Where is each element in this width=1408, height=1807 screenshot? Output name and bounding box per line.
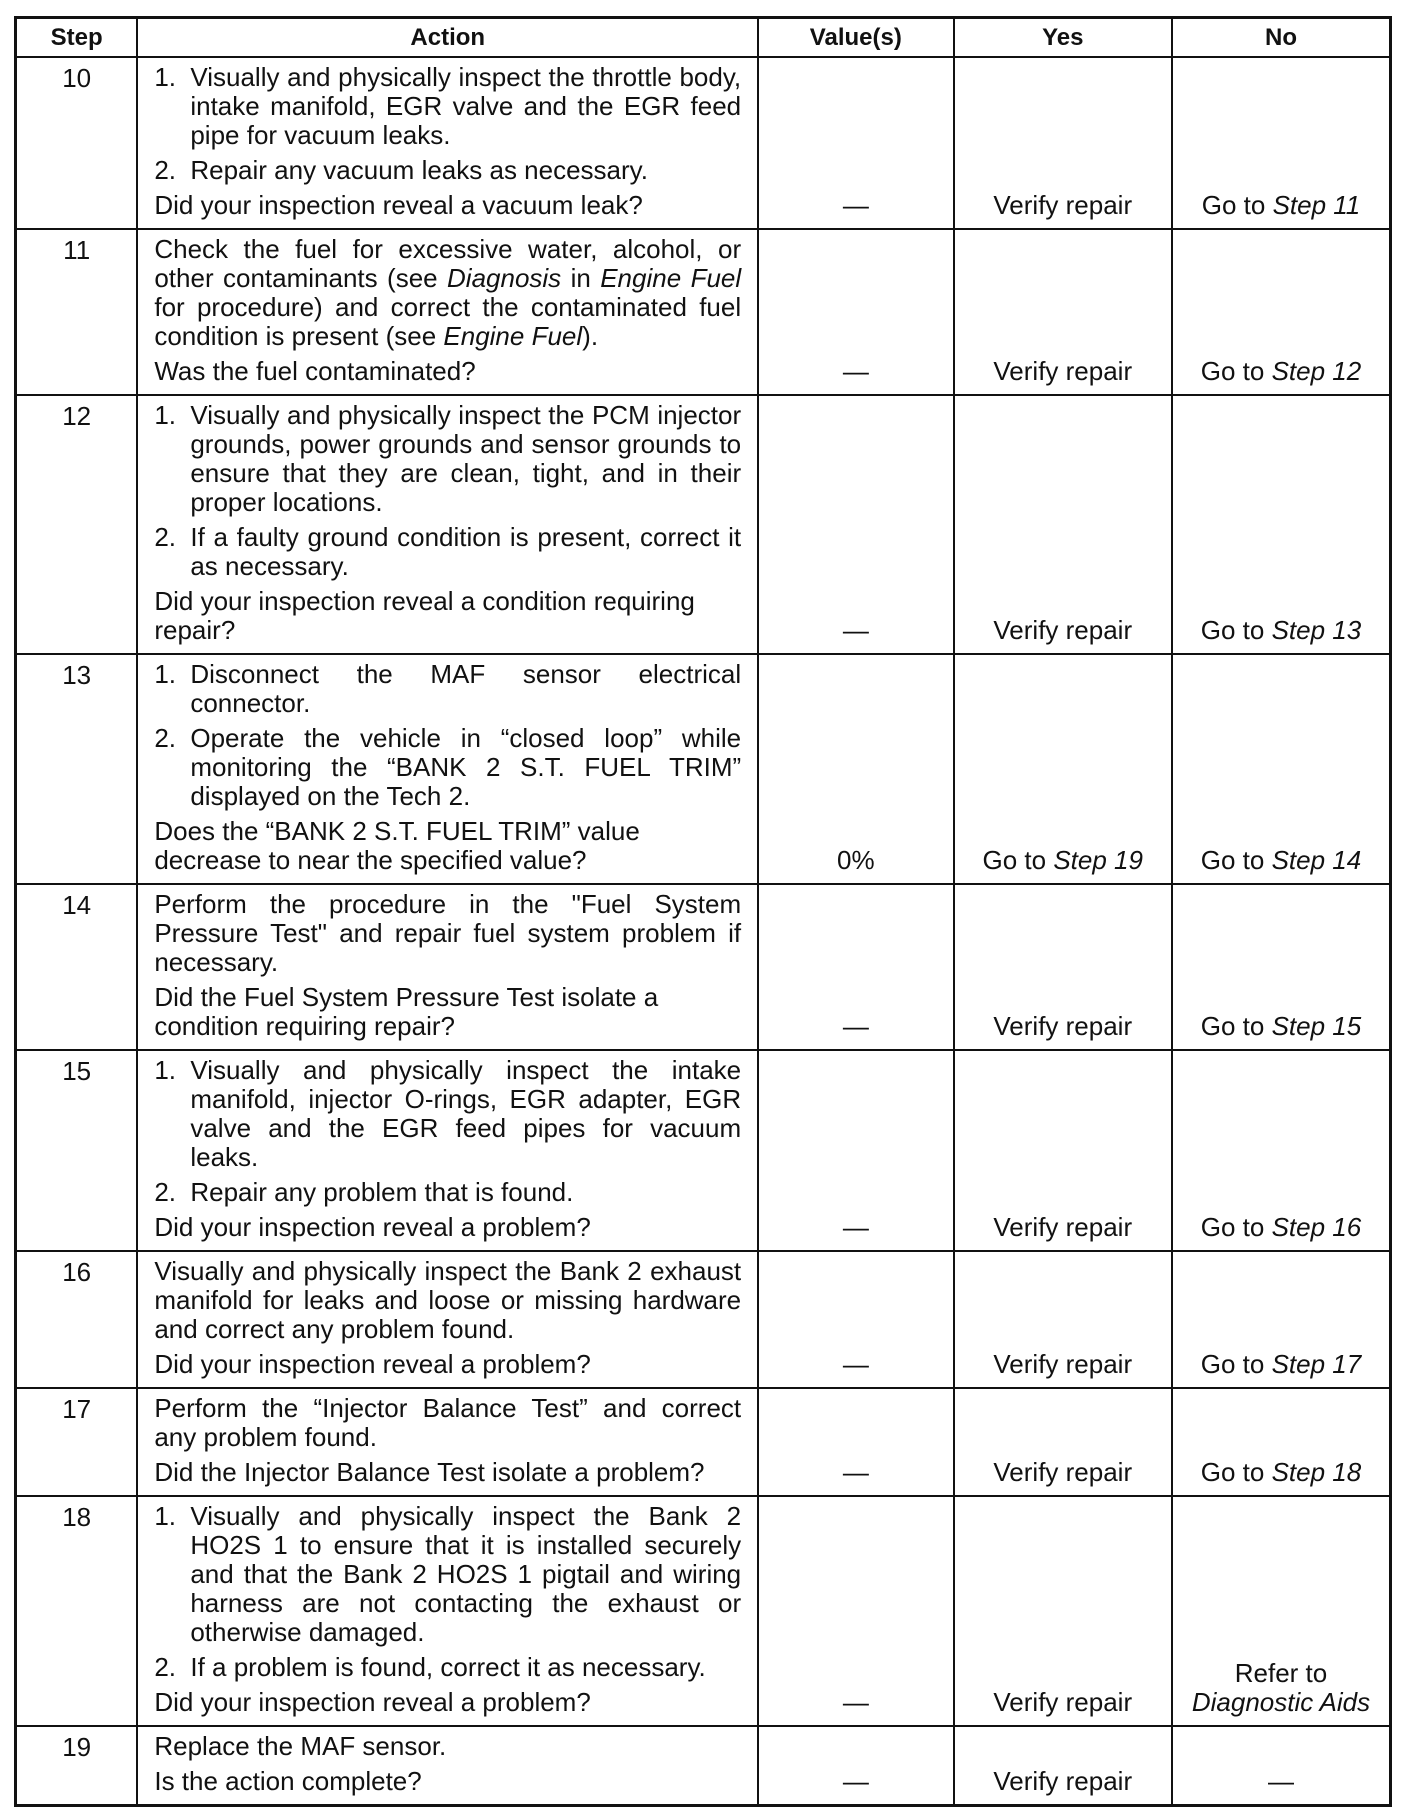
table-row [16, 1726, 1391, 1806]
yes-cell [954, 1388, 1172, 1496]
action-cell [137, 1251, 758, 1388]
no-segment: Go to [1200, 1349, 1272, 1379]
item-text-segment: Visually and physically inspect the intake manifold, injector O-rings, EGR adapter, EGR valve and the EGR feed pipes for vacuum leaks. [190, 1055, 742, 1172]
item-number: 1. [154, 1501, 177, 1531]
no-segment: Go to [1201, 190, 1273, 220]
no-segment: Step 15 [1271, 1011, 1362, 1041]
no-cell [1172, 395, 1391, 654]
header-yes: Yes [954, 18, 1172, 58]
action-question: Did the Injector Balance Test isolate a problem? [154, 1457, 705, 1487]
no-segment: Step 18 [1271, 1457, 1362, 1487]
yes-segment: Verify repair [993, 1457, 1133, 1487]
item-text [190, 1653, 741, 1682]
action-paragraph [154, 1394, 741, 1452]
yes-segment: Verify repair [993, 356, 1133, 386]
table-row [16, 884, 1391, 1050]
action-item [154, 660, 741, 718]
action-question: Is the action complete? [154, 1766, 422, 1796]
no-cell [1172, 57, 1391, 229]
value-cell: — [758, 395, 953, 654]
action-paragraph [154, 235, 741, 351]
header-step: Step [16, 18, 138, 58]
item-text [190, 523, 741, 581]
item-number: 2. [154, 723, 177, 753]
item-text-segment: Disconnect the MAF sensor electrical connector. [190, 659, 742, 718]
yes-segment: Verify repair [993, 615, 1133, 645]
table-row [16, 1251, 1391, 1388]
paragraph-segment: ). [582, 321, 599, 351]
action-question: Did your inspection reveal a problem? [154, 1212, 591, 1242]
header-values: Value(s) [758, 18, 953, 58]
action-cell [137, 654, 758, 884]
item-text [190, 724, 741, 811]
step-number: 15 [16, 1050, 138, 1251]
action-cell [137, 229, 758, 395]
item-number: 1. [154, 400, 177, 430]
no-segment: Step 17 [1271, 1349, 1362, 1379]
header-action: Action [137, 18, 758, 58]
no-cell [1172, 884, 1391, 1050]
action-item [154, 1502, 741, 1647]
yes-cell [954, 1496, 1172, 1726]
value-cell: — [758, 57, 953, 229]
table-row [16, 1388, 1391, 1496]
value-cell: — [758, 229, 953, 395]
step-number: 19 [16, 1726, 138, 1806]
no-cell [1172, 1496, 1391, 1726]
action-cell [137, 884, 758, 1050]
paragraph-segment: Engine Fuel [443, 321, 583, 351]
table-row [16, 654, 1391, 884]
action-item [154, 156, 741, 185]
item-text-segment: Repair any vacuum leaks as necessary. [190, 155, 648, 185]
no-segment: Step 16 [1271, 1212, 1362, 1242]
no-cell [1172, 1251, 1391, 1388]
item-number: 1. [154, 1055, 177, 1085]
action-question: Did your inspection reveal a problem? [154, 1687, 591, 1717]
no-segment: Go to [1200, 615, 1272, 645]
item-text [190, 660, 741, 718]
item-number: 2. [154, 155, 177, 185]
paragraph-segment: Engine Fuel [600, 263, 742, 293]
action-cell [137, 1050, 758, 1251]
yes-cell [954, 884, 1172, 1050]
yes-segment: Verify repair [993, 1212, 1133, 1242]
yes-cell [954, 229, 1172, 395]
no-segment: Go to [1200, 1011, 1272, 1041]
action-cell [137, 1496, 758, 1726]
action-item [154, 63, 741, 150]
yes-cell [954, 395, 1172, 654]
value-cell: — [758, 1251, 953, 1388]
yes-segment: Verify repair [993, 1011, 1133, 1041]
item-text-segment: Visually and physically inspect the throttle body, intake manifold, EGR valve and the EGR feed pipe for vacuum leaks. [190, 62, 742, 150]
action-paragraph [154, 890, 741, 977]
yes-segment: Verify repair [993, 1687, 1133, 1717]
yes-segment: Verify repair [993, 1349, 1133, 1379]
value-cell: — [758, 1388, 953, 1496]
item-number: 2. [154, 1652, 177, 1682]
item-text [190, 156, 741, 185]
table-row [16, 395, 1391, 654]
item-text [190, 401, 741, 517]
table-body [16, 57, 1391, 1806]
paragraph-segment: Perform the procedure in the "Fuel System Pressure Test" and repair fuel system problem if necessary. [154, 889, 742, 977]
table-row [16, 1050, 1391, 1251]
action-question: Did your inspection reveal a vacuum leak? [154, 190, 643, 220]
no-segment: Refer to [1234, 1658, 1328, 1688]
no-segment: Go to [1200, 1457, 1272, 1487]
no-segment: Diagnostic Aids [1191, 1687, 1371, 1717]
item-text-segment: Visually and physically inspect the PCM injector grounds, power grounds and sensor grounds to ensure that they are clean, tight, and in their proper locations. [190, 400, 742, 517]
value-cell: — [758, 1050, 953, 1251]
value-cell: — [758, 1726, 953, 1806]
action-item [154, 1178, 741, 1207]
paragraph-segment: Replace the MAF sensor. [154, 1731, 447, 1761]
action-paragraph [154, 1732, 741, 1761]
paragraph-segment: Visually and physically inspect the Bank 2 exhaust manifold for leaks and loose or missing hardware and correct any problem found. [154, 1256, 742, 1344]
no-cell [1172, 1726, 1391, 1806]
no-cell [1172, 229, 1391, 395]
action-cell [137, 395, 758, 654]
step-number: 17 [16, 1388, 138, 1496]
no-segment: Go to [1200, 356, 1272, 386]
step-number: 11 [16, 229, 138, 395]
item-text-segment: Visually and physically inspect the Bank 2 HO2S 1 to ensure that it is installed securely and that the Bank 2 HO2S 1 pigtail and wiring harness are not contacting the exhaust or otherwise damaged. [190, 1501, 742, 1647]
yes-segment: Go to [982, 845, 1054, 875]
step-number: 13 [16, 654, 138, 884]
item-number: 1. [154, 659, 177, 689]
yes-segment: Verify repair [993, 190, 1133, 220]
item-number: 2. [154, 1177, 177, 1207]
paragraph-segment: Check the fuel for excessive water, alcohol, or other contaminants (see [154, 234, 742, 293]
no-cell [1172, 654, 1391, 884]
paragraph-segment: Perform the “Injector Balance Test” and correct any problem found. [154, 1393, 742, 1452]
action-cell [137, 57, 758, 229]
action-item [154, 401, 741, 517]
yes-cell [954, 1050, 1172, 1251]
no-segment: Go to [1200, 1212, 1272, 1242]
no-segment: Step 12 [1271, 356, 1362, 386]
paragraph-segment: Diagnosis [447, 263, 562, 293]
no-segment: Step 13 [1271, 615, 1362, 645]
action-item [154, 523, 741, 581]
diagnostic-table [14, 16, 1392, 1807]
step-number: 12 [16, 395, 138, 654]
value-cell: — [758, 884, 953, 1050]
no-segment: — [1268, 1766, 1294, 1796]
yes-cell [954, 654, 1172, 884]
no-segment: Step 14 [1271, 845, 1362, 875]
no-cell [1172, 1050, 1391, 1251]
value-cell: — [758, 1496, 953, 1726]
action-question: Does the “BANK 2 S.T. FUEL TRIM” value decrease to near the specified value? [154, 816, 640, 875]
paragraph-segment: for procedure) and correct the contaminated fuel condition is present (see [154, 292, 742, 351]
step-number: 14 [16, 884, 138, 1050]
item-text [190, 1056, 741, 1172]
yes-cell [954, 1251, 1172, 1388]
action-question: Did the Fuel System Pressure Test isolate a condition requiring repair? [154, 982, 659, 1041]
item-text [190, 63, 741, 150]
table-row [16, 229, 1391, 395]
no-segment: Go to [1200, 845, 1272, 875]
yes-segment: Step 19 [1053, 845, 1143, 875]
item-text [190, 1502, 741, 1647]
step-number: 10 [16, 57, 138, 229]
action-paragraph [154, 1257, 741, 1344]
yes-segment: Verify repair [993, 1766, 1133, 1796]
item-number: 1. [154, 62, 177, 92]
no-cell [1172, 1388, 1391, 1496]
item-number: 2. [154, 522, 177, 552]
action-item [154, 1653, 741, 1682]
yes-cell [954, 57, 1172, 229]
action-item [154, 724, 741, 811]
item-text [190, 1178, 741, 1207]
paragraph-segment: in [561, 263, 601, 293]
step-number: 16 [16, 1251, 138, 1388]
table-row [16, 1496, 1391, 1726]
yes-cell [954, 1726, 1172, 1806]
action-cell [137, 1388, 758, 1496]
item-text-segment: If a problem is found, correct it as necessary. [190, 1652, 706, 1682]
action-question: Was the fuel contaminated? [154, 356, 476, 386]
no-segment: Step 11 [1272, 190, 1361, 220]
value-cell: 0% [758, 654, 953, 884]
action-question: Did your inspection reveal a problem? [154, 1349, 591, 1379]
item-text-segment: Repair any problem that is found. [190, 1177, 574, 1207]
step-number: 18 [16, 1496, 138, 1726]
action-question: Did your inspection reveal a condition requiring repair? [154, 586, 695, 645]
header-row [16, 18, 1391, 58]
action-item [154, 1056, 741, 1172]
table-row [16, 57, 1391, 229]
item-text-segment: If a faulty ground condition is present, correct it as necessary. [190, 522, 742, 581]
action-cell [137, 1726, 758, 1806]
header-no: No [1172, 18, 1391, 58]
item-text-segment: Operate the vehicle in “closed loop” while monitoring the “BANK 2 S.T. FUEL TRIM” displayed on the Tech 2. [190, 723, 742, 811]
